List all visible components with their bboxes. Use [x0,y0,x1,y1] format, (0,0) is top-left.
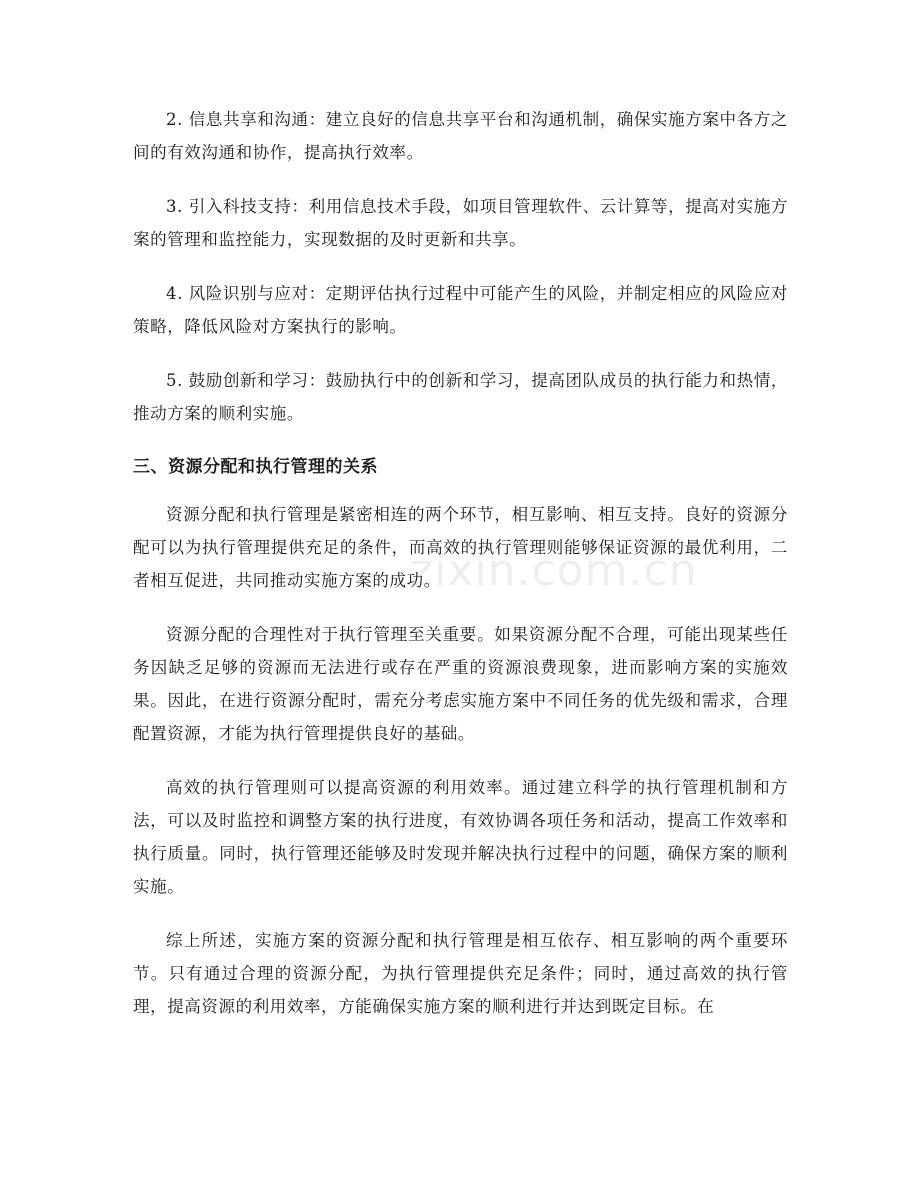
list-item-2: 2. 信息共享和沟通：建立良好的信息共享平台和沟通机制，确保实施方案中各方之间的有效沟通和协作，提高执行效率。 [133,110,788,162]
section-heading: 三、资源分配和执行管理的关系 [133,457,378,477]
paragraph-1: 资源分配和执行管理是紧密相连的两个环节，相互影响、相互支持。良好的资源分配可以为执行管理提供充足的条件，而高效的执行管理则能够保证资源的最优利用，二者相互促进，共同推动实施方案的成功。 [133,505,788,590]
list-item-4: 4. 风险识别与应对：定期评估执行过程中可能产生的风险，并制定相应的风险应对策略，降低风险对方案执行的影响。 [133,284,788,336]
watermark-text: zixin.com.cn [410,545,698,596]
document-body [133,103,788,1044]
paragraph-3: 高效的执行管理则可以提高资源的利用效率。通过建立科学的执行管理机制和方法，可以及时监控和调整方案的执行进度，有效协调各项任务和活动，提高工作效率和执行质量。同时，执行管理还能够及时发现并解决执行过程中的问题，确保方案的顺利实施。 [133,778,788,896]
paragraph-2: 资源分配的合理性对于执行管理至关重要。如果资源分配不合理，可能出现某些任务因缺乏足够的资源而无法进行或存在严重的资源浪费现象，进而影响方案的实施效果。因此，在进行资源分配时，需充分考虑实施方案中不同任务的优先级和需求，合理配置资源，才能为执行管理提供良好的基础。 [133,625,788,743]
paragraph-4: 综上所述，实施方案的资源分配和执行管理是相互依存、相互影响的两个重要环节。只有通过合理的资源分配，为执行管理提供充足条件；同时，通过高效的执行管理，提高资源的利用效率，方能确保实施方案的顺利进行并达到既定目标。在 [133,931,788,1016]
list-item-5: 5. 鼓励创新和学习：鼓励执行中的创新和学习，提高团队成员的执行能力和热情，推动方案的顺利实施。 [133,371,788,423]
list-item-3: 3. 引入科技支持：利用信息技术手段，如项目管理软件、云计算等，提高对实施方案的管理和监控能力，实现数据的及时更新和共享。 [133,197,788,249]
